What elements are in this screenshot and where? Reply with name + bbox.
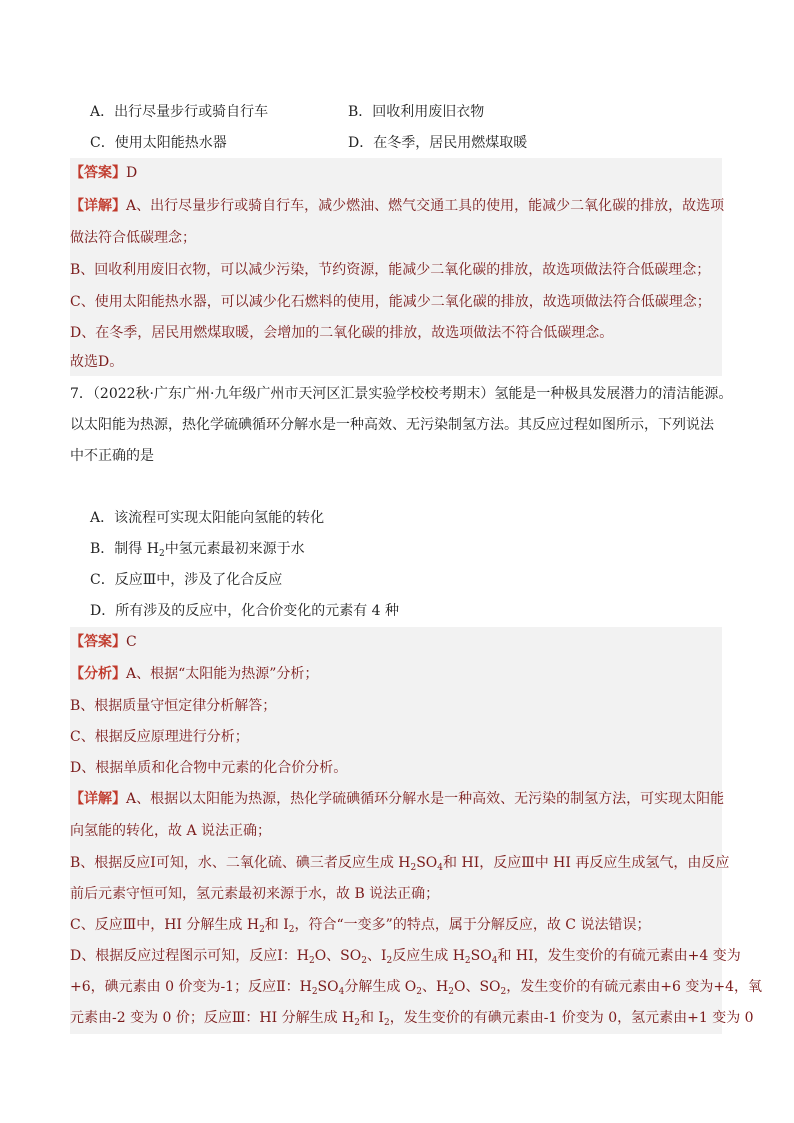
q6-option-d: D．在冬季，居民用燃煤取暖: [348, 135, 528, 151]
q7-detail-line-8: 元素由-2 变为 0 价；反应Ⅲ：HI 分解生成 $H_2$和 $I_2$，发生变价的有碘元素由-1 价变为 0，氢元素由+1 变为 0: [70, 1010, 754, 1028]
q6-detail-text-1: A、出行尽量步行或骑自行车，减少燃油、燃气交通工具的使用，能减少二氧化碳的排放，故选项: [126, 198, 725, 214]
q6-answer-line: [70, 163, 137, 183]
q6-detail-line-4: C、使用太阳能热水器，可以减少化石燃料的使用，能减少二氧化碳的排放，故选项做法符合低碳理念；: [70, 294, 711, 310]
q7-analysis-line-2: B、根据质量守恒定律分析解答；: [70, 698, 277, 714]
answer-tag: 【答案】: [70, 165, 126, 181]
q7-detail-line-2: 向氢能的转化，故 A 说法正确；: [70, 823, 272, 839]
q7-option-b: B．制得 $H_2$中氢元素最初来源于水: [90, 541, 305, 559]
answer-tag: 【答案】: [70, 634, 126, 650]
q6-detail-line-2: 做法符合低碳理念；: [70, 230, 196, 246]
q7-answer: C: [126, 634, 137, 650]
q7-option-d: D．所有涉及的反应中，化合价变化的元素有 4 种: [90, 603, 400, 619]
q6-answer-block: [70, 158, 725, 376]
q7-detail-line-1: 【详解】A、根据以太阳能为热源，热化学硫碘循环分解水是一种高效、无污染的制氢方法，可实现太阳能: [70, 791, 725, 807]
q6-detail-line-1: [70, 196, 724, 216]
q6-answer: D: [126, 165, 138, 181]
detail-tag: 【详解】: [70, 198, 126, 214]
detail-tag: 【详解】: [70, 791, 126, 807]
q7-option-a: A．该流程可实现太阳能向氢能的转化: [90, 510, 325, 526]
q7-option-c: C．反应Ⅲ中，涉及了化合反应: [90, 572, 283, 588]
analysis-tag: 【分析】: [70, 666, 126, 682]
q7-detail-line-3: B、根据反应Ⅰ可知，水、二氧化硫、碘三者反应生成 $H_2SO_4$和 HI，反应Ⅲ中 HI 再反应生成氢气，由反应: [70, 855, 730, 873]
q6-detail-line-5: D、在冬季，居民用燃煤取暖，会增加的二氧化碳的排放，故选项做法不符合低碳理念。: [70, 325, 614, 341]
q7-detail-line-6: D、根据反应过程图示可知，反应Ⅰ：$H_2O$、$SO_2$、$I_2$反应生成 $H_2SO_4$和 HI，发生变价的有硫元素由+4 变为: [70, 948, 741, 966]
q7-analysis-line-3: C、根据反应原理进行分析；: [70, 729, 249, 745]
q7-stem-2: 以太阳能为热源，热化学硫碘循环分解水是一种高效、无污染制氢方法。其反应过程如图所示，下列说法: [70, 417, 714, 433]
q6-detail-line-6: 故选D。: [70, 354, 124, 370]
q7-stem-1: 7．（2022秋·广东广州·九年级广州市天河区汇景实验学校校考期末）氢能是一种极具发展潜力的清洁能源。: [70, 386, 733, 402]
q7-analysis-line-1: 【分析】A、根据“太阳能为热源”分析；: [70, 666, 319, 682]
q6-option-c: C．使用太阳能热水器: [90, 135, 227, 151]
q7-detail-line-5: C、反应Ⅲ中，HI 分解生成 $H_2$和 $I_2$，符合“一变多”的特点，属于分解反应，故 C 说法错误；: [70, 917, 651, 935]
q6-option-b: B．回收利用废旧衣物: [348, 104, 485, 120]
q6-option-a: A．出行尽量步行或骑自行车: [90, 104, 269, 120]
q7-answer-block: [70, 627, 762, 1034]
q7-detail-line-7: +6，碘元素由 0 价变为-1；反应Ⅱ：$H_2SO_4$分解生成 $O_2$、$H_2O$、$SO_2$，发生变价的有硫元素由+6 变为+4，氧: [70, 979, 762, 997]
q7-analysis-line-4: D、根据单质和化合物中元素的化合价分析。: [70, 760, 348, 776]
q7-answer-line: [70, 632, 137, 652]
q7-stem-3: 中不正确的是: [70, 448, 154, 464]
q6-detail-line-3: B、回收利用废旧衣物，可以减少污染，节约资源，能减少二氧化碳的排放，故选项做法符合低碳理念；: [70, 262, 711, 278]
q7-detail-line-4: 前后元素守恒可知，氢元素最初来源于水，故 B 说法正确；: [70, 886, 440, 902]
